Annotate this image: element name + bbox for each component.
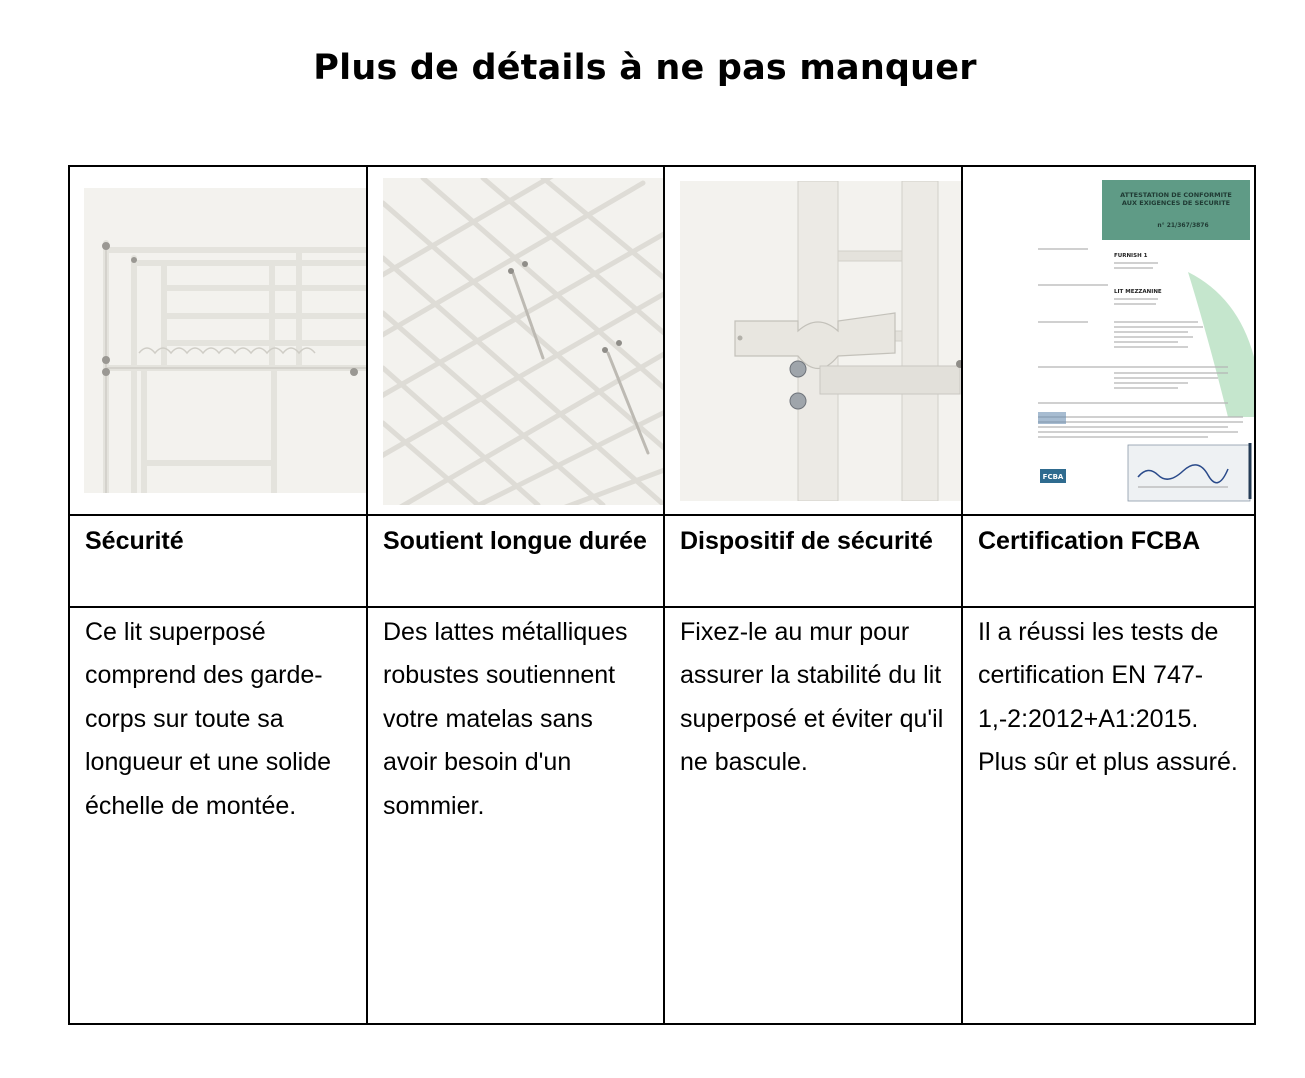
page-title: Plus de détails à ne pas manquer [313,48,977,88]
image-cell-soutien [367,166,664,515]
certificate-brand: FURNISH 1 [1114,253,1148,259]
certificate-header-band [1102,180,1250,240]
heading-dispositif: Dispositif de sécurité [664,515,962,607]
description-securite: Ce lit superposé comprend des garde-corps sur toute sa longueur et une solide échelle de montée. [69,607,367,1024]
feature-table [68,165,1256,1025]
heading-securite: Sécurité [69,515,367,607]
image-cell-certification [962,166,1255,515]
description-soutien: Des lattes métalliques robustes soutiennent votre matelas sans avoir besoin d'un sommier. [367,607,664,1024]
heading-soutien: Soutient longue durée [367,515,664,607]
description-certification: Il a réussi les tests de certification EN 747-1,-2:2012+A1:2015. Plus sûr et plus assuré. [962,607,1255,1024]
description-dispositif: Fixez-le au mur pour assurer la stabilité du lit superposé et éviter qu'il ne bascule. [664,607,962,1024]
bunk-bed-guardrail-photo [84,188,367,493]
image-cell-securite [69,166,367,515]
certificate-document [1028,177,1254,504]
certificate-heading-line1: ATTESTATION DE CONFORMITE [1120,191,1232,199]
description-row [69,607,1255,1024]
heading-row [69,515,1255,607]
fcba-logo-text: FCBA [1042,473,1064,481]
heading-certification: Certification FCBA [962,515,1255,607]
metal-slats-photo [383,178,664,505]
certificate-number: n° 21/367/3876 [1157,222,1209,229]
wall-bracket-photo [680,181,962,501]
certificate-heading-line2: AUX EXIGENCES DE SECURITE [1121,199,1231,207]
image-cell-dispositif [664,166,962,515]
certificate-product: LIT MEZZANINE [1114,289,1162,295]
image-row [69,166,1255,515]
